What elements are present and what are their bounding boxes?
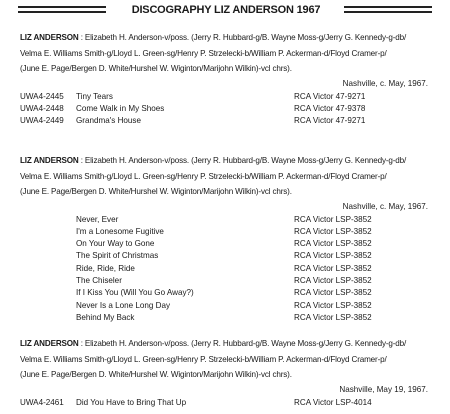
session-place-date: Nashville, May 19, 1967. (339, 384, 428, 394)
session-personnel-line (20, 336, 434, 352)
page-header (0, 4, 450, 20)
session-place-date: Nashville, c. May, 1967. (342, 78, 428, 88)
track-title: Behind My Back (76, 312, 135, 322)
track-title: If I Kiss You (Will You Go Away?) (76, 288, 194, 298)
personnel-text: : Elizabeth H. Anderson-v/poss. (Jerry R. Hubbard-g/B. Wayne Moss-g/Jerry G. Kennedy-g-db/ (78, 33, 407, 42)
track-matrix: UWA4-2461 (20, 397, 64, 407)
session-personnel-line: Velma E. Williams Smith-g/Lloyd L. Green-sg/Henry P. Strzelecki-b/William P. Ackerman-d/Floyd Cramer-p/ (20, 354, 387, 364)
personnel-text: : Elizabeth H. Anderson-v/poss. (Jerry R. Hubbard-g/B. Wayne Moss-g/Jerry G. Kennedy-g-db/ (78, 156, 407, 165)
artist-name: LIZ ANDERSON (20, 339, 79, 348)
session-block (20, 153, 434, 324)
track-label: RCA Victor LSP-3852 (294, 312, 372, 322)
personnel-text: : Elizabeth H. Anderson-v/poss. (Jerry R. Hubbard-g/B. Wayne Moss-g/Jerry G. Kennedy-g-db/ (78, 339, 407, 348)
track-matrix: UWA4-2445 (20, 91, 64, 101)
session-personnel-line: Velma E. Williams Smith-g/Lloyd L. Green-sg/Henry P. Strzelecki-b/William P. Ackerman-d/Floyd Cramer-p/ (20, 171, 387, 181)
session-block (20, 336, 434, 409)
track-label: RCA Victor LSP-3852 (294, 275, 372, 285)
track-row (20, 103, 434, 115)
track-title: Come Walk in My Shoes (76, 103, 165, 113)
track-label: RCA Victor LSP-3852 (294, 226, 372, 236)
track-row (20, 250, 434, 262)
track-row (20, 214, 434, 226)
track-label: RCA Victor LSP-3852 (294, 263, 372, 273)
session-personnel-line: Velma E. Williams Smith-g/Lloyd L. Green-sg/Henry P. Strzelecki-b/William P. Ackerman-d/Floyd Cramer-p/ (20, 48, 387, 58)
header-rule-left (18, 6, 106, 13)
track-title: I'm a Lonesome Fugitive (76, 226, 164, 236)
session-personnel-line (20, 30, 434, 46)
track-row (20, 397, 434, 409)
session-place-date: Nashville, c. May, 1967. (342, 201, 428, 211)
track-row (20, 115, 434, 127)
track-row (20, 226, 434, 238)
session-personnel-line (20, 153, 434, 169)
track-title: Tiny Tears (76, 91, 113, 101)
track-title: The Chiseler (76, 275, 122, 285)
track-title: On Your Way to Gone (76, 239, 155, 249)
track-title: Ride, Ride, Ride (76, 263, 135, 273)
track-row (20, 91, 434, 103)
track-row (20, 287, 434, 299)
track-row (20, 238, 434, 250)
session-personnel-line: (June E. Page/Bergen D. White/Hurshel W. Wiginton/Marijohn Wilkin)-vcl chrs). (20, 370, 292, 379)
header-rule-right (344, 6, 432, 13)
session-personnel-line: (June E. Page/Bergen D. White/Hurshel W. Wiginton/Marijohn Wilkin)-vcl chrs). (20, 187, 292, 196)
page-title: DISCOGRAPHY LIZ ANDERSON 1967 (131, 4, 321, 16)
track-matrix: UWA4-2449 (20, 116, 64, 126)
session-block (20, 30, 434, 127)
track-row (20, 263, 434, 275)
track-matrix: UWA4-2448 (20, 103, 64, 113)
artist-name: LIZ ANDERSON (20, 156, 79, 165)
track-label: RCA Victor 47-9271 (294, 116, 366, 126)
track-label: RCA Victor LSP-3852 (294, 214, 372, 224)
artist-name: LIZ ANDERSON (20, 33, 79, 42)
track-label: RCA Victor LSP-3852 (294, 288, 372, 298)
track-row (20, 275, 434, 287)
track-title: Never, Ever (76, 214, 119, 224)
track-row (20, 312, 434, 324)
track-title: Did You Have to Bring That Up (76, 397, 187, 407)
track-title: The Spirit of Christmas (76, 251, 159, 261)
track-label: RCA Victor 47-9378 (294, 103, 366, 113)
track-label: RCA Victor LSP-3852 (294, 300, 372, 310)
track-row (20, 300, 434, 312)
track-title: Grandma's House (76, 116, 141, 126)
track-label: RCA Victor LSP-3852 (294, 251, 372, 261)
track-label: RCA Victor 47-9271 (294, 91, 366, 101)
session-personnel-line: (June E. Page/Bergen D. White/Hurshel W. Wiginton/Marijohn Wilkin)-vcl chrs). (20, 64, 292, 73)
track-label: RCA Victor LSP-4014 (294, 397, 372, 407)
track-title: Never Is a Lone Long Day (76, 300, 171, 310)
track-label: RCA Victor LSP-3852 (294, 239, 372, 249)
